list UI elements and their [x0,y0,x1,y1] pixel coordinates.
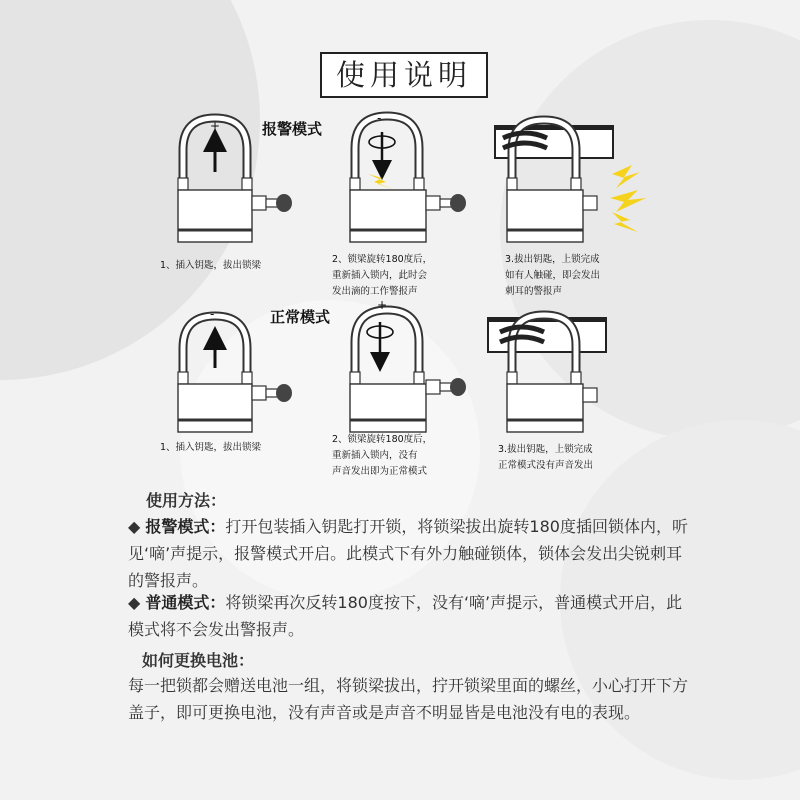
caption-normal-step2: 2、锁梁旋转180度后， 重新插入锁内，没有 声音发出即为正常模式 [332,434,433,477]
usage-item-label: 报警模式： [145,517,226,536]
alarm-mode-label: 报警模式 [262,120,323,138]
shackle-sign: + [210,119,221,133]
lightning-icon [610,190,646,212]
bullet-icon: ◆ [128,593,141,612]
bullet-icon: ◆ [128,517,141,536]
usage-heading: 使用方法： [146,491,227,510]
lock-diagram-normal-step3 [488,315,606,432]
battery-heading: 如何更换电池： [142,651,255,670]
caption-normal-step3: 3.拔出钥匙，上锁完成 正常模式没有声音发出 [498,444,594,471]
lightning-icon [612,165,640,188]
normal-mode-label: 正常模式 [270,308,331,326]
shackle-sign: + [377,298,388,312]
lightning-icon [612,212,638,232]
lock-diagram-normal-step2 [350,310,466,432]
caption-alarm-step2: 2、锁梁旋转180度后， 重新插入锁内，此时会 发出滴的工作警报声 [332,254,433,297]
usage-item-text: 打开包装插入钥匙打开锁，将锁梁拔出旋转180度插回锁体内，听见‘嘀’声提示，报警模式开启。此模式下有外力触碰锁体，锁体会发出尖锐刺耳的警报声。 [128,517,688,590]
caption-normal-step1: 1、插入钥匙，拔出锁梁 [160,442,262,453]
usage-item-label: 普通模式： [145,593,226,612]
shackle-sign: - [210,307,215,321]
usage-item-text: 将锁梁再次反转180度按下，没有‘嘀’声提示，普通模式开启，此模式将不会发出警报声。 [128,593,683,639]
caption-alarm-step1: 1、插入钥匙，拔出锁梁 [160,260,262,271]
shackle-sign: - [377,111,382,125]
lock-diagram-alarm-step2 [350,116,466,242]
lock-diagram-normal-step1 [178,316,292,432]
battery-text: 每一把锁都会赠送电池一组，将锁梁拔出，拧开锁梁里面的螺丝，小心打开下方盖子，即可更换电池，没有声音或是声音不明显皆是电池没有电的表现。 [128,676,689,722]
lock-diagram-alarm-step3 [495,120,646,242]
caption-alarm-step3: 3.拔出钥匙，上锁完成 如有人触碰，即会发出 刺耳的警报声 [505,254,601,297]
page-title: 使用说明 [320,52,488,98]
usage-item-alarm [128,513,688,594]
usage-item-normal [128,589,688,643]
